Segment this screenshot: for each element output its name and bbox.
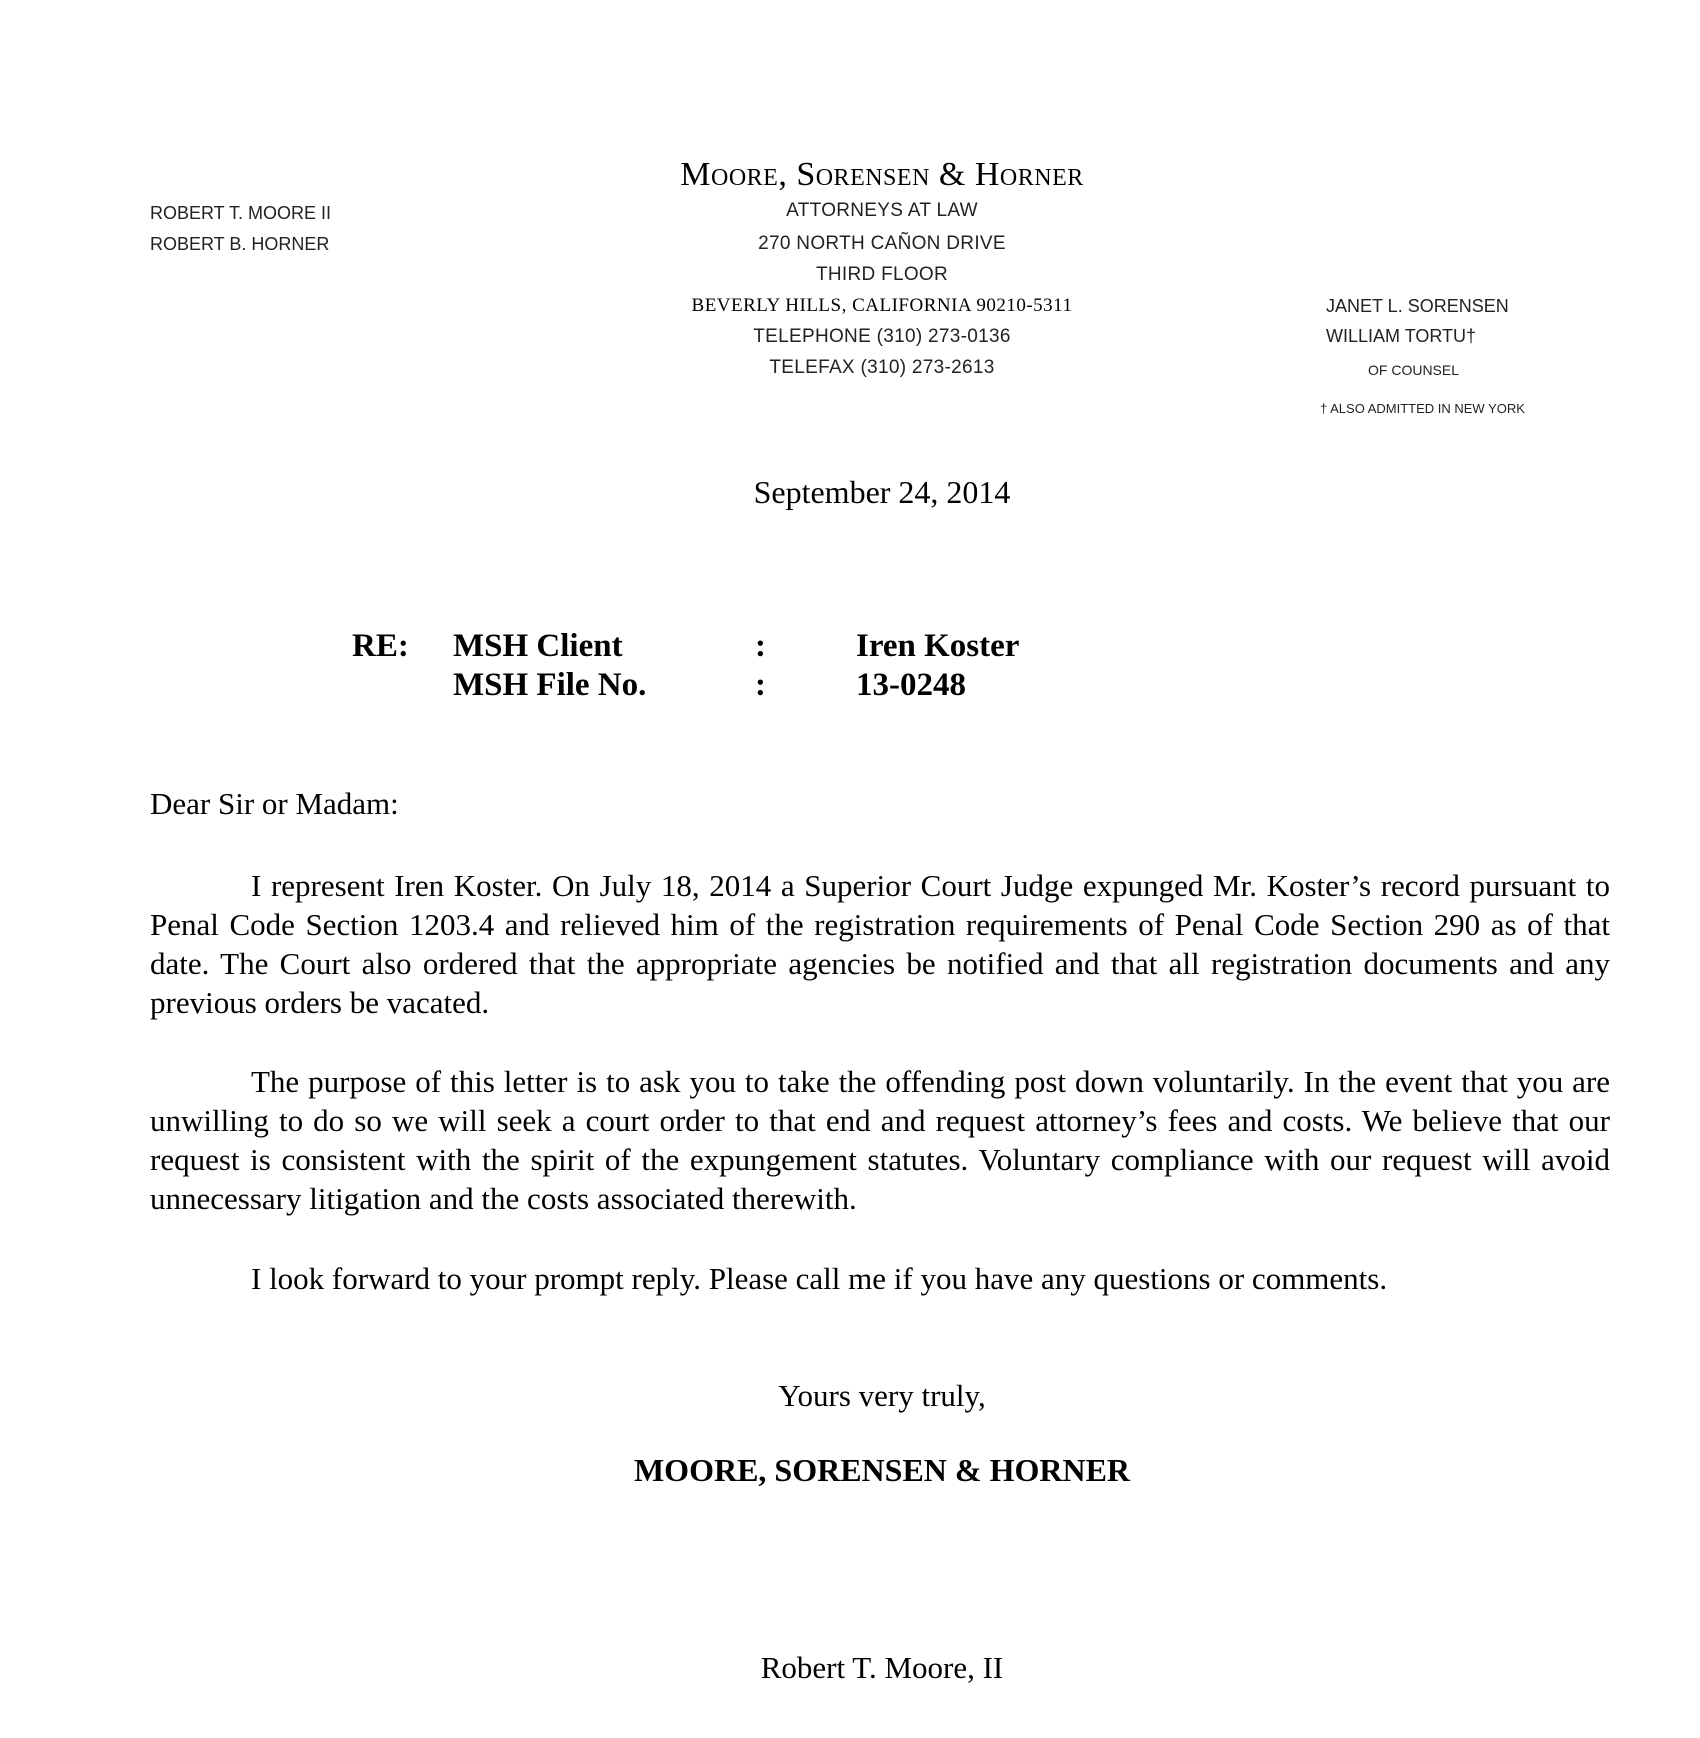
address-line-2: THIRD FLOOR — [815, 264, 949, 285]
firm-subtitle: ATTORNEYS AT LAW — [786, 200, 978, 221]
partner-name: ROBERT T. MOORE II — [150, 203, 332, 223]
attorney-name: WILLIAM TORTU† — [1326, 326, 1477, 346]
body-paragraph: I look forward to your prompt reply. Please call me if you have any questions or comments. — [251, 1261, 1388, 1296]
letter-date: September 24, 2014 — [753, 474, 1011, 510]
telephone: TELEPHONE (310) 273-0136 — [753, 326, 1011, 347]
telefax: TELEFAX (310) 273-2613 — [769, 357, 995, 378]
address-line-1: 270 NORTH CAÑON DRIVE — [758, 233, 1006, 254]
salutation: Dear Sir or Madam: — [150, 786, 399, 821]
closing: Yours very truly, — [778, 1378, 986, 1413]
signatory-name: Robert T. Moore, II — [760, 1650, 1004, 1685]
admitted-note: † ALSO ADMITTED IN NEW YORK — [1320, 401, 1525, 416]
re-value: Iren Koster — [856, 628, 1020, 664]
partner-name: ROBERT B. HORNER — [150, 234, 330, 254]
re-separator: : — [755, 628, 766, 664]
re-label: RE: — [352, 628, 409, 664]
re-field: MSH File No. — [453, 667, 647, 703]
re-value: 13-0248 — [856, 667, 966, 703]
re-field: MSH Client — [453, 628, 623, 664]
city-line: BEVERLY HILLS, CALIFORNIA 90210-5311 — [691, 295, 1073, 316]
closing-firm-name: MOORE, SORENSEN & HORNER — [633, 1452, 1131, 1488]
body-paragraph: The purpose of this letter is to ask you to take the offending post down voluntarily. In the event that you are unwilling to do so we will seek a court order to that end and request attorney’s fees and costs. We believe that our request is consistent with the spirit of the expungement statutes. Voluntary compliance with our request will avoid unnecessary litigation and the costs associated therewith. — [150, 1064, 1610, 1216]
attorney-name: JANET L. SORENSEN — [1326, 296, 1509, 316]
re-separator: : — [755, 667, 766, 703]
firm-name: Moore, Sorensen & Horner — [680, 156, 1084, 193]
body-paragraph: I represent Iren Koster. On July 18, 2014 a Superior Court Judge expunged Mr. Koster’s record pursuant to Penal Code Section 1203.4 and relieved him of the registration requirements of Penal Code Section 290 as of that date. The Court also ordered that the appropriate agencies be notified and that all registration documents and any previous orders be vacated. — [150, 868, 1610, 1020]
of-counsel-label: OF COUNSEL — [1368, 362, 1460, 378]
